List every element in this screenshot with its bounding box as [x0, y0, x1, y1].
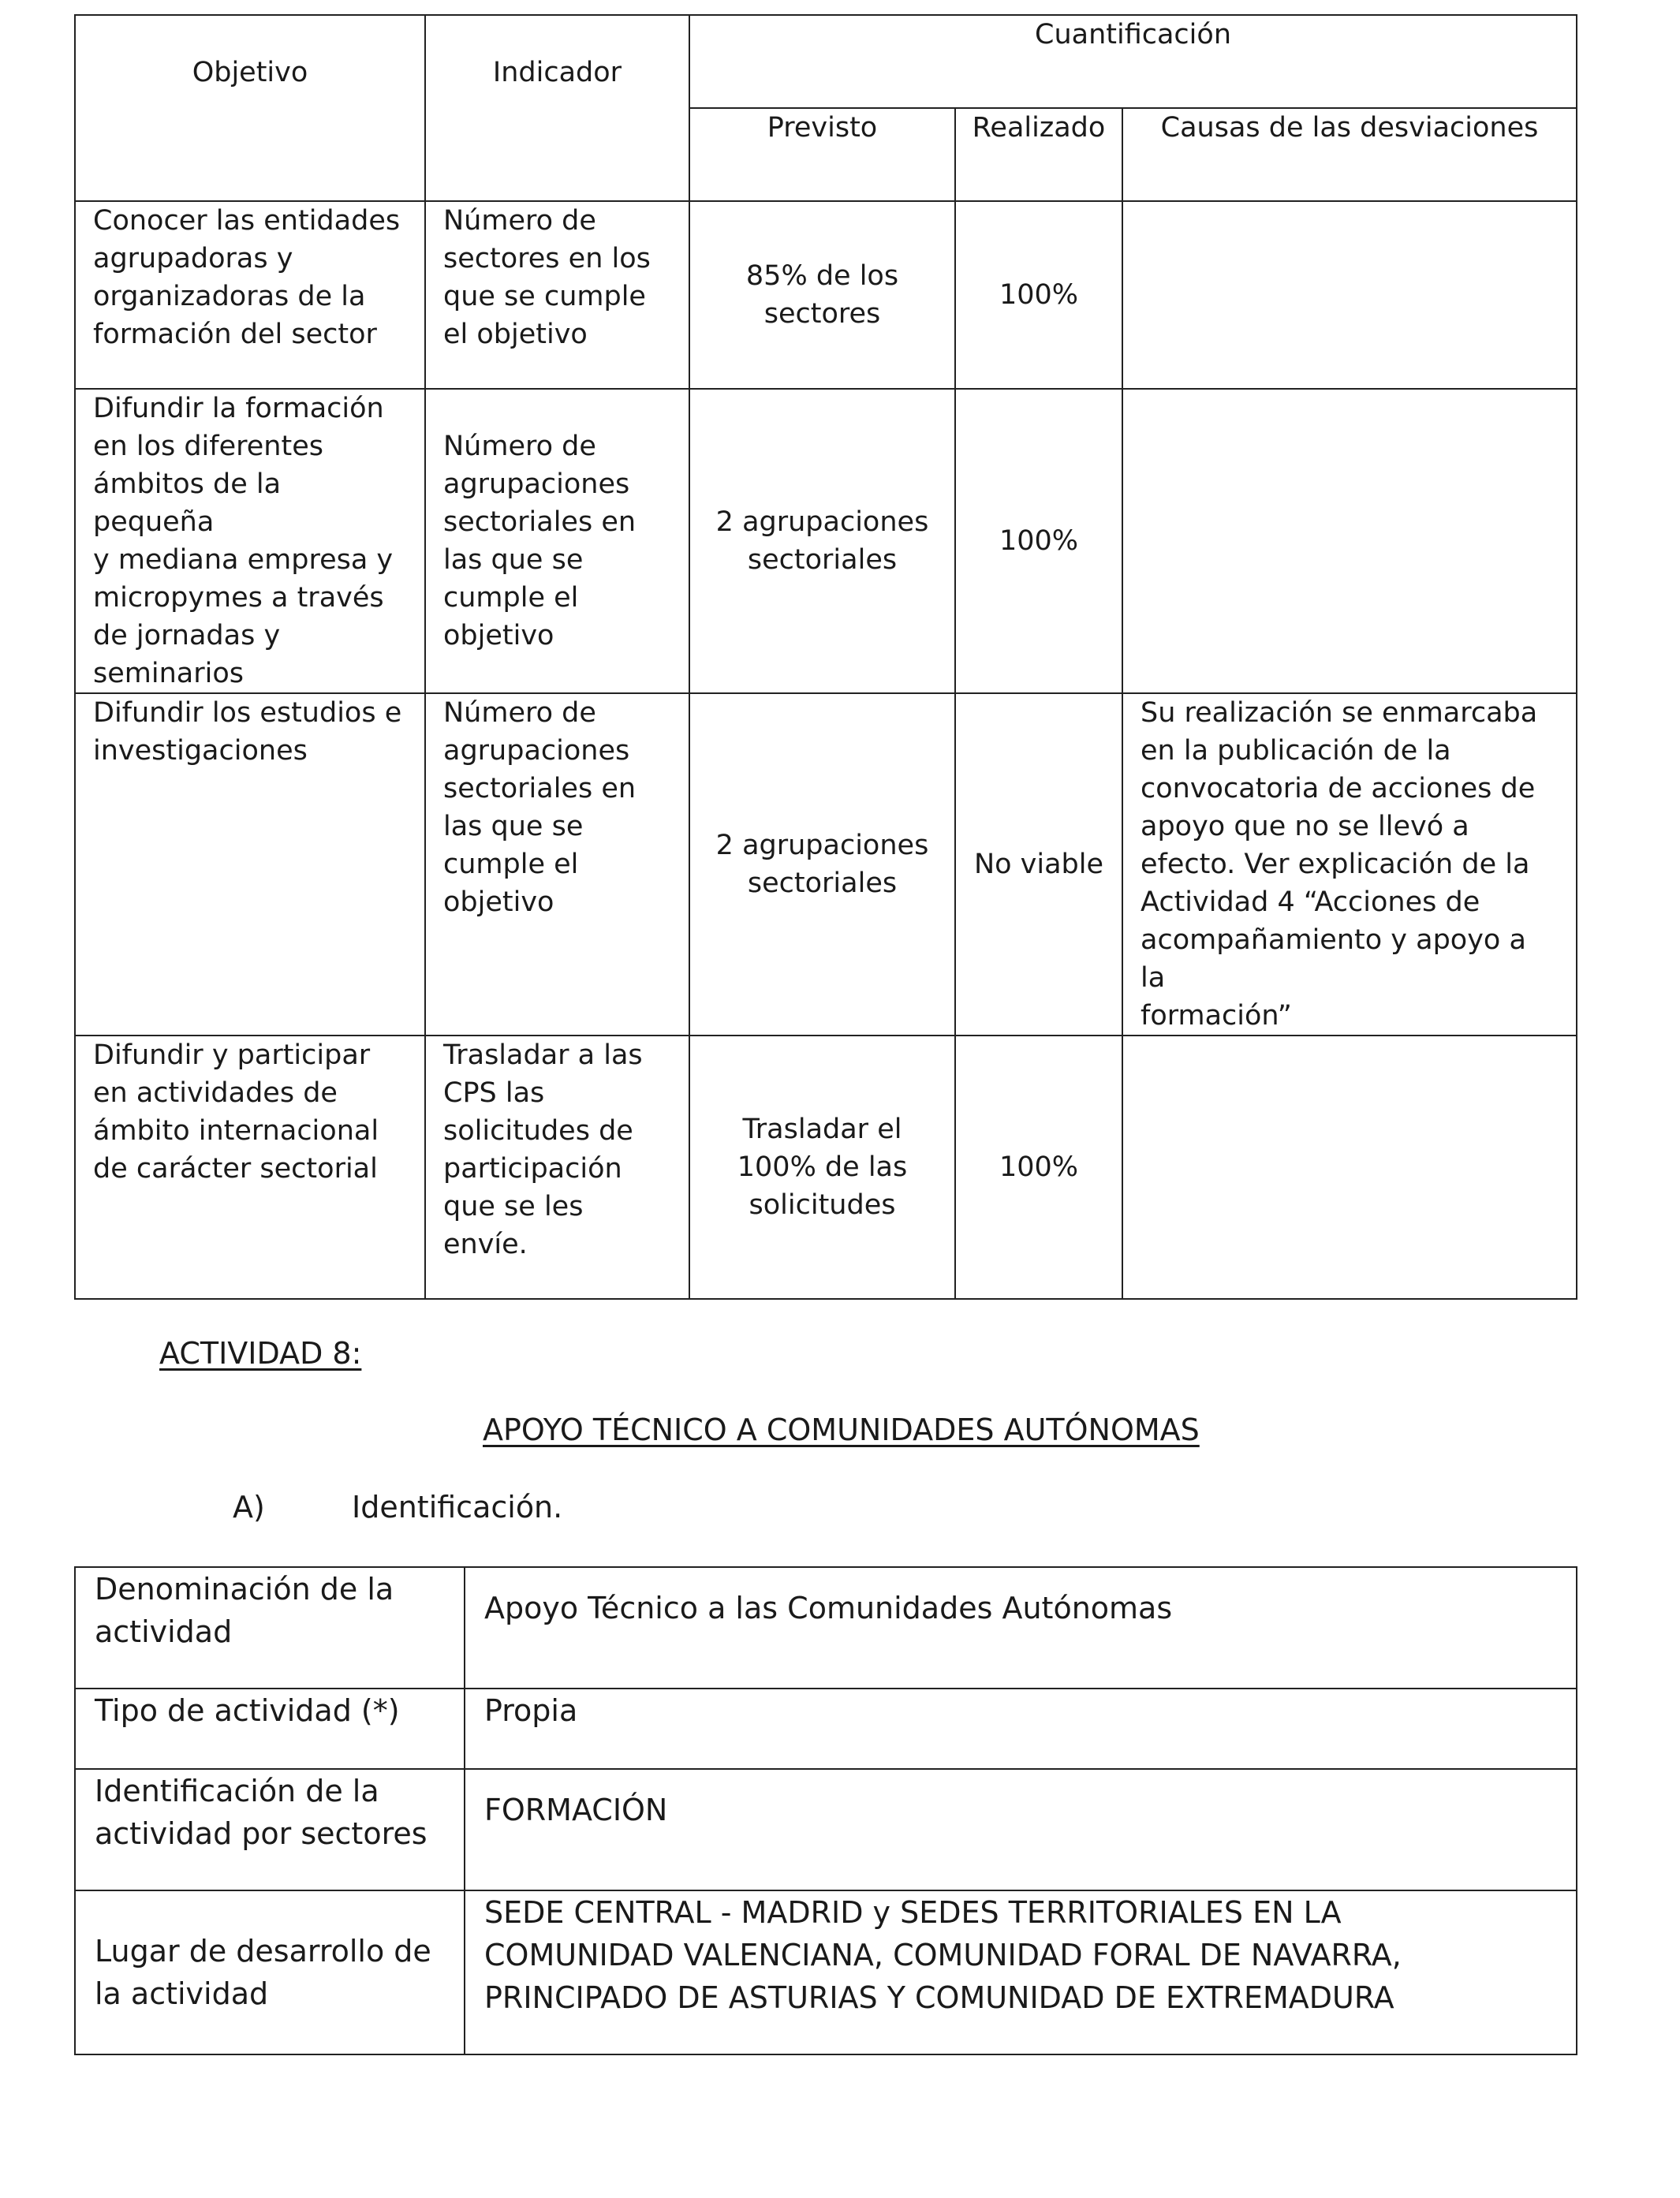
- identification-value: FORMACIÓN: [465, 1769, 1577, 1890]
- previsto-cell: 85% de los sectores: [689, 201, 955, 389]
- realizado-cell: 100%: [955, 201, 1122, 389]
- header-previsto: Previsto: [689, 108, 955, 201]
- objetivo-cell: Difundir y participar en actividades de ámbito internacional de carácter sectorial: [75, 1036, 425, 1299]
- identification-row: [75, 1689, 1577, 1769]
- header-realizado: Realizado: [955, 108, 1122, 201]
- realizado-cell: 100%: [955, 1036, 1122, 1299]
- causas-cell: Su realización se enmarcaba en la publicación de la convocatoria de acciones de apoyo que no se llevó a efecto. Ver explicación de la Actividad 4 “Acciones de acompañamiento y apoyo a la formación”: [1122, 693, 1577, 1036]
- realizado-cell: 100%: [955, 389, 1122, 693]
- table-row: [75, 693, 1577, 1036]
- objectives-table: [74, 14, 1577, 1300]
- identification-key: Tipo de actividad (*): [75, 1689, 465, 1769]
- previsto-cell: 2 agrupaciones sectoriales: [689, 693, 955, 1036]
- identification-key: Lugar de desarrollo de la actividad: [75, 1890, 465, 2054]
- activity-title: ACTIVIDAD 8:: [159, 1336, 362, 1371]
- identification-value: Apoyo Técnico a las Comunidades Autónomas: [465, 1567, 1577, 1689]
- indicador-cell: Número de agrupaciones sectoriales en las que se cumple el objetivo: [425, 389, 689, 693]
- objetivo-cell: Conocer las entidades agrupadoras y organizadoras de la formación del sector: [75, 201, 425, 389]
- identification-row: [75, 1567, 1577, 1689]
- identification-row: [75, 1769, 1577, 1890]
- table-row: [75, 1036, 1577, 1299]
- identification-key: Denominación de la actividad: [75, 1567, 465, 1689]
- header-causas: Causas de las desviaciones: [1122, 108, 1577, 201]
- table-row: [75, 389, 1577, 693]
- causas-cell: [1122, 201, 1577, 389]
- realizado-cell: No viable: [955, 693, 1122, 1036]
- header-objetivo: Objetivo: [75, 15, 425, 201]
- previsto-cell: Trasladar el 100% de las solicitudes: [689, 1036, 955, 1299]
- objetivo-cell: Difundir la formación en los diferentes ámbitos de la pequeña y mediana empresa y micropymes a través de jornadas y seminarios: [75, 389, 425, 693]
- causas-cell: [1122, 389, 1577, 693]
- activity-subtitle: APOYO TÉCNICO A COMUNIDADES AUTÓNOMAS: [483, 1412, 1200, 1447]
- indicador-cell: Número de agrupaciones sectoriales en las que se cumple el objetivo: [425, 693, 689, 1036]
- indicador-cell: Número de sectores en los que se cumple el objetivo: [425, 201, 689, 389]
- identification-table: [74, 1566, 1577, 2055]
- table-row: [75, 201, 1577, 389]
- objetivo-cell: Difundir los estudios e investigaciones: [75, 693, 425, 1036]
- header-indicador: Indicador: [425, 15, 689, 201]
- previsto-cell: 2 agrupaciones sectoriales: [689, 389, 955, 693]
- identification-value: SEDE CENTRAL - MADRID y SEDES TERRITORIALES EN LA COMUNIDAD VALENCIANA, COMUNIDAD FORAL DE NAVARRA, PRINCIPADO DE ASTURIAS Y COMUNIDAD DE EXTREMADURA: [465, 1890, 1577, 2054]
- identification-row: [75, 1890, 1577, 2054]
- section-letter: A): [233, 1490, 265, 1524]
- causas-cell: [1122, 1036, 1577, 1299]
- identification-key: Identificación de la actividad por sectores: [75, 1769, 465, 1890]
- identification-value: Propia: [465, 1689, 1577, 1769]
- section-label: Identificación.: [352, 1490, 563, 1524]
- indicador-cell: Trasladar a las CPS las solicitudes de participación que se les envíe.: [425, 1036, 689, 1299]
- header-cuantificacion: Cuantificación: [689, 15, 1577, 108]
